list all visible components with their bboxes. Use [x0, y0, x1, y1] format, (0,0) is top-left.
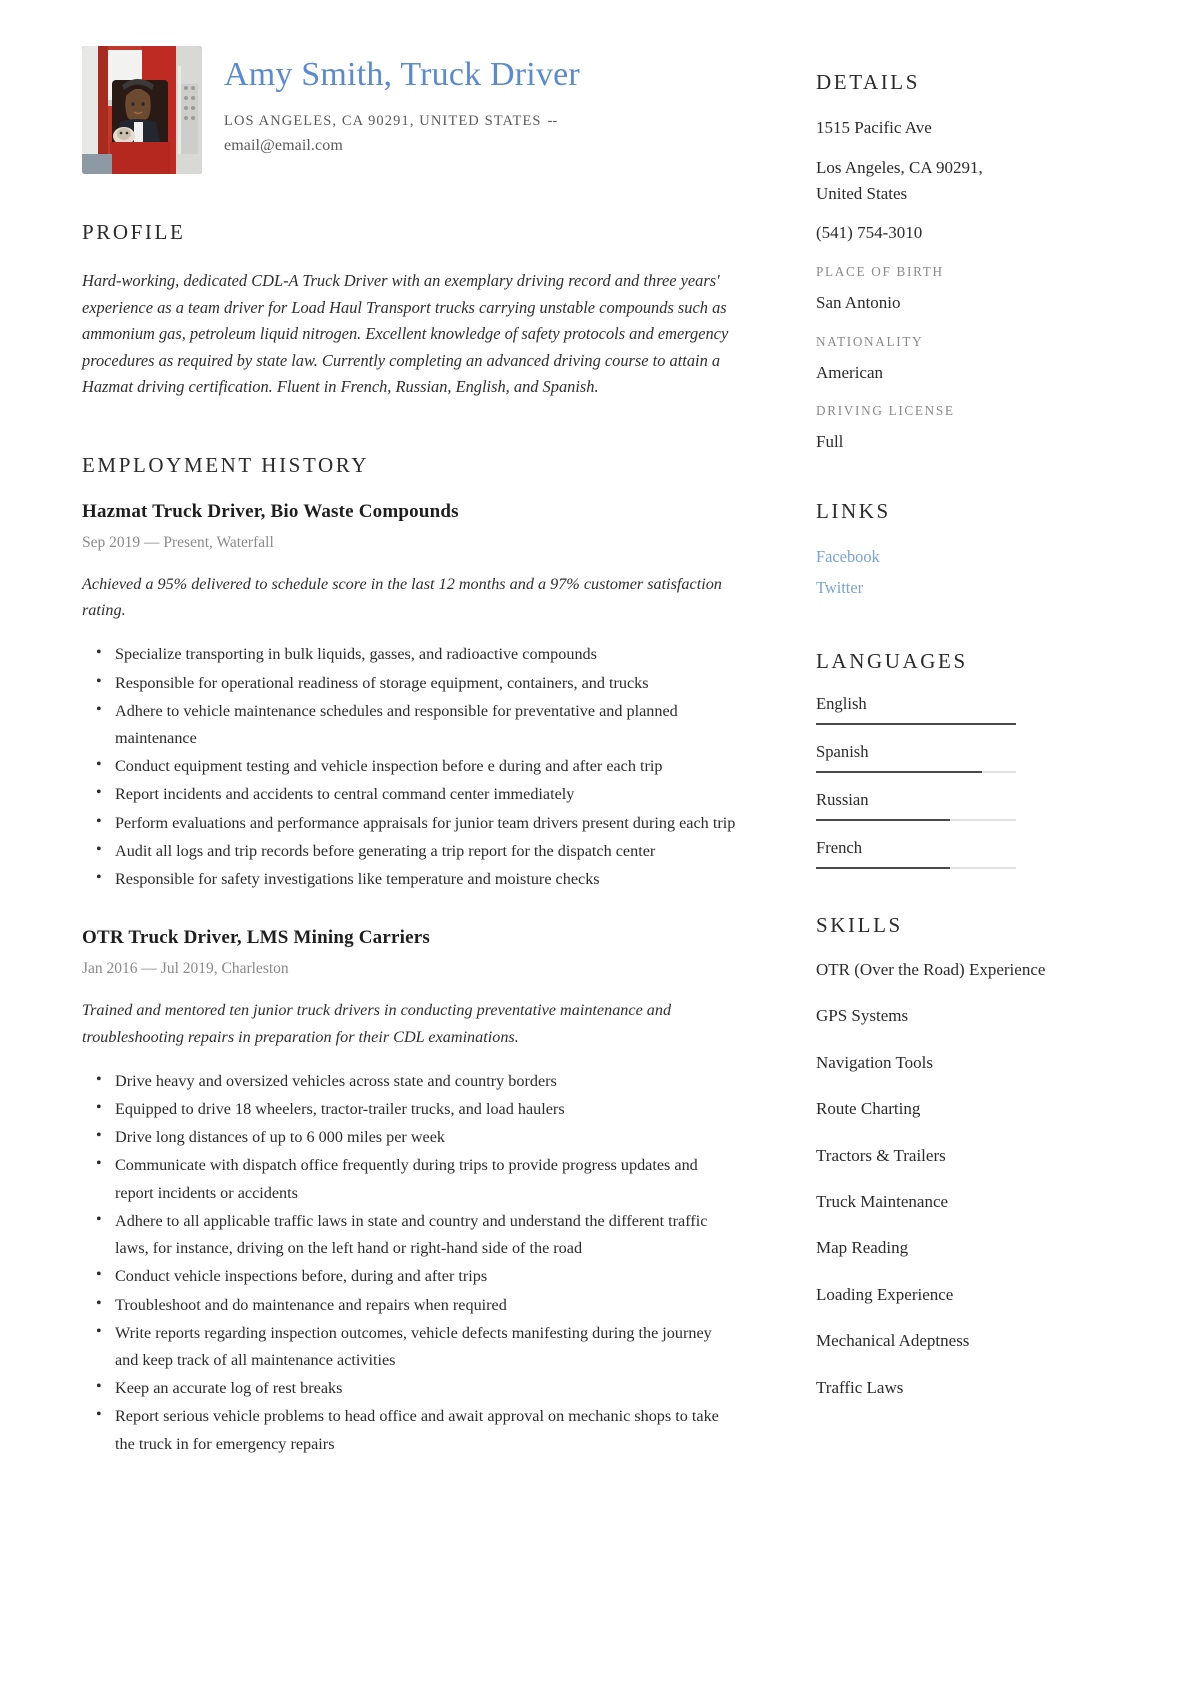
list-item: • Adhere to all applicable traffic laws in state and country and understand the different traffic laws, for instance, driving on the left hand or right-hand side of the road — [82, 1208, 738, 1262]
contact-separator: -- — [547, 113, 558, 130]
job-bullet-list — [82, 1068, 738, 1458]
skill-item: Map Reading — [816, 1238, 909, 1258]
resume-header — [82, 46, 738, 174]
list-item: • Responsible for safety investigations like temperature and moisture checks — [82, 866, 738, 893]
language-item — [816, 838, 1082, 869]
driving-license-value: Full — [816, 432, 844, 452]
detail-city-country — [816, 155, 1082, 207]
details-section — [816, 70, 1082, 455]
skills-section-title: SKILLS — [816, 912, 903, 937]
contact-location-row — [224, 110, 580, 132]
contact-location: LOS ANGELES, CA 90291, UNITED STATES — [224, 113, 542, 130]
detail-phone: (541) 754-3010 — [816, 223, 923, 243]
language-name: French — [816, 837, 863, 857]
language-level-bar — [816, 723, 1016, 725]
language-level-bar — [816, 819, 1016, 821]
job-meta: Jan 2016 — Jul 2019, Charleston — [82, 960, 289, 978]
language-name: English — [816, 693, 867, 713]
nationality-label: NATIONALITY — [816, 333, 924, 349]
job-description: Trained and mentored ten junior truck drivers in conducting preventative maintenance and troubleshooting repairs in preparation for their CDL examinations. — [82, 1001, 672, 1046]
detail-city-state: Los Angeles, CA 90291, — [816, 157, 983, 177]
links-section-title: LINKS — [816, 498, 891, 523]
language-item — [816, 742, 1082, 773]
language-level-fill — [816, 771, 982, 773]
list-item: • Communicate with dispatch office frequently during trips to provide progress updates and report incidents or accidents — [82, 1152, 738, 1206]
language-level-fill — [816, 819, 950, 821]
job-title: OTR Truck Driver, LMS Mining Carriers — [82, 927, 430, 949]
main-column — [0, 46, 760, 1492]
profile-section-title: PROFILE — [82, 220, 186, 244]
photo-illustration — [82, 46, 202, 174]
links-section — [816, 499, 1082, 601]
list-item: • Drive long distances of up to 6 000 miles per week — [82, 1124, 738, 1151]
list-item: • Specialize transporting in bulk liquids, gasses, and radioactive compounds — [82, 641, 738, 668]
list-item: • Keep an accurate log of rest breaks — [82, 1375, 738, 1402]
language-item — [816, 790, 1082, 821]
details-section-title: DETAILS — [816, 70, 921, 94]
list-item: • Troubleshoot and do maintenance and repairs when required — [82, 1292, 738, 1319]
list-item: • Equipped to drive 18 wheelers, tractor-trailer trucks, and load haulers — [82, 1096, 738, 1123]
driving-license-label: DRIVING LICENSE — [816, 403, 955, 419]
language-item — [816, 694, 1082, 725]
nationality-value: American — [816, 362, 884, 382]
skill-item: Truck Maintenance — [816, 1192, 949, 1211]
language-level-bar — [816, 867, 1016, 869]
detail-country: United States — [816, 183, 908, 203]
list-item: • Responsible for operational readiness of storage equipment, containers, and trucks — [82, 670, 738, 697]
header-text-block — [224, 46, 580, 159]
skill-item: Loading Experience — [816, 1284, 954, 1304]
languages-section-title: LANGUAGES — [816, 648, 968, 673]
list-item: • Perform evaluations and performance appraisals for junior team drivers present during each trip — [82, 810, 738, 837]
language-level-bar — [816, 771, 1016, 773]
list-item: • Write reports regarding inspection outcomes, vehicle defects manifesting during the journey and keep track of all maintenance activities — [82, 1320, 738, 1374]
contact-email[interactable]: email@email.com — [224, 136, 343, 154]
employment-section-title: EMPLOYMENT HISTORY — [82, 452, 369, 477]
link-twitter[interactable]: Twitter — [816, 578, 864, 598]
language-level-fill — [816, 723, 1016, 725]
skill-item: OTR (Over the Road) Experience — [816, 959, 1046, 979]
driver-photo — [82, 46, 202, 174]
employment-entry — [82, 501, 738, 623]
skill-item: Route Charting — [816, 1099, 921, 1119]
list-item: • Conduct vehicle inspections before, during and after trips — [82, 1263, 738, 1290]
languages-section — [816, 649, 1082, 869]
place-of-birth-value: San Antonio — [816, 293, 901, 313]
list-item: • Adhere to vehicle maintenance schedules and responsible for preventative and planned maintenance — [82, 698, 738, 752]
profile-text: Hard-working, dedicated CDL-A Truck Driver with an exemplary driving record and three years' experience as a team driver for Load Haul Transport trucks carrying unstable compounds such as ammonium gas, petroleum liquid nitrogen. Excellent knowledge of safety protocols and emergency procedures as required by state law. Currently completing an advanced driving course to attain a Hazmat driving certification. Fluent in French, Russian, English, and Spanish. — [82, 271, 729, 397]
skill-item: Tractors & Trailers — [816, 1145, 946, 1165]
job-title: Hazmat Truck Driver, Bio Waste Compounds — [82, 500, 459, 522]
link-facebook[interactable]: Facebook — [816, 546, 880, 566]
skill-item: Mechanical Adeptness — [816, 1331, 970, 1351]
language-level-fill — [816, 867, 950, 869]
detail-address: 1515 Pacific Ave — [816, 118, 932, 137]
sidebar — [760, 46, 1200, 1422]
skills-section — [816, 913, 1082, 1401]
list-item: • Conduct equipment testing and vehicle inspection before e during and after each trip — [82, 753, 738, 780]
employment-entry — [82, 927, 738, 1049]
place-of-birth-label: PLACE OF BIRTH — [816, 264, 944, 280]
list-item: • Audit all logs and trip records before generating a trip report for the dispatch center — [82, 838, 738, 865]
skill-item: Navigation Tools — [816, 1052, 934, 1072]
job-bullet-list — [82, 641, 738, 893]
skill-item: GPS Systems — [816, 1006, 909, 1026]
list-item: • Report serious vehicle problems to head office and await approval on mechanic shops to take the truck in for emergency repairs — [82, 1403, 738, 1457]
language-name: Spanish — [816, 741, 869, 761]
page-title: Amy Smith, Truck Driver — [224, 56, 580, 93]
list-item: • Report incidents and accidents to central command center immediately — [82, 781, 738, 808]
list-item: • Drive heavy and oversized vehicles across state and country borders — [82, 1068, 738, 1095]
job-meta: Sep 2019 — Present, Waterfall — [82, 533, 274, 551]
language-name: Russian — [816, 789, 869, 809]
job-description: Achieved a 95% delivered to schedule score in the last 12 months and a 97% customer satisfaction rating. — [82, 574, 722, 620]
skill-item: Traffic Laws — [816, 1377, 904, 1397]
